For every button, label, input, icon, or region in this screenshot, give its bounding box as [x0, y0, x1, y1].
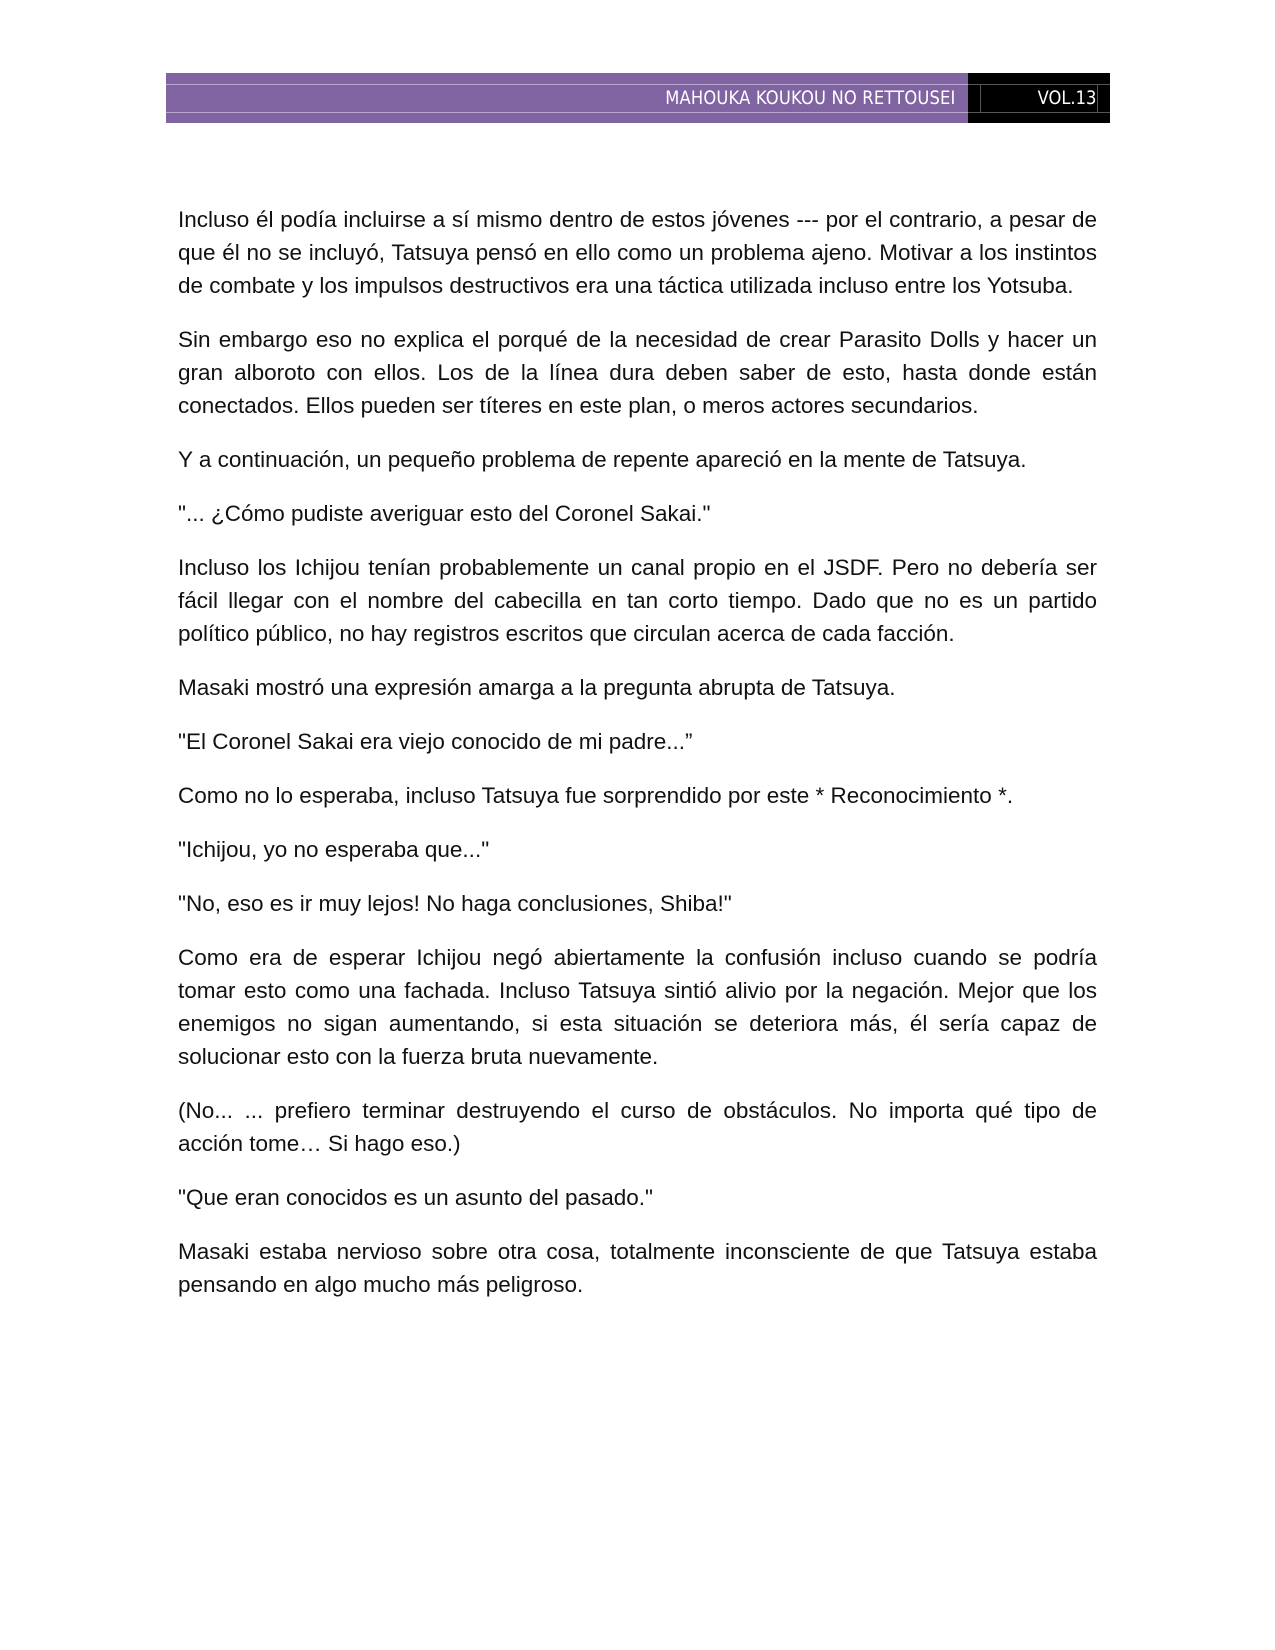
volume-label: VOL.13	[1037, 87, 1096, 109]
volume-rule-bottom	[968, 112, 1110, 113]
volume-rule-right	[1097, 84, 1098, 112]
page-header	[166, 73, 1110, 123]
paragraph: "Que eran conocidos es un asunto del pasado."	[178, 1185, 654, 1210]
header-title-band	[166, 73, 968, 123]
paragraph: Como era de esperar Ichijou negó abiertamente la confusión incluso cuando se podría tomar esto como una fachada. Incluso Tatsuya sintió alivio por la negación. Mejor que los enemigos no sigan aumentando, si esta situación se deteriora más, él sería capaz de solucionar esto con la fuerza bruta nuevamente.	[178, 945, 1097, 1069]
header-volume-box	[968, 73, 1110, 123]
paragraph: Masaki mostró una expresión amarga a la pregunta abrupta de Tatsuya.	[178, 675, 896, 700]
book-title: MAHOUKA KOUKOU NO RETTOUSEI	[665, 87, 956, 109]
paragraph: Y a continuación, un pequeño problema de repente apareció en la mente de Tatsuya.	[178, 447, 1027, 472]
paragraph: Como no lo esperaba, incluso Tatsuya fue sorprendido por este * Reconocimiento *.	[178, 783, 1014, 808]
volume-rule-left	[980, 84, 981, 112]
paragraph: Incluso él podía incluirse a sí mismo dentro de estos jóvenes --- por el contrario, a pesar de que él no se incluyó, Tatsuya pensó en ello como un problema ajeno. Motivar a los instintos de combate y los impulsos destructivos era una táctica utilizada incluso entre los Yotsuba.	[178, 207, 1097, 298]
paragraph: Masaki estaba nervioso sobre otra cosa, totalmente inconsciente de que Tatsuya estaba pensando en algo mucho más peligroso.	[178, 1239, 1097, 1297]
page-body	[178, 203, 1097, 1322]
paragraph: Incluso los Ichijou tenían probablemente un canal propio en el JSDF. Pero no debería ser fácil llegar con el nombre del cabecilla en tan corto tiempo. Dado que no es un partido político público, no hay registros escritos que circulan acerca de cada facción.	[178, 555, 1097, 646]
paragraph: (No... ... prefiero terminar destruyendo el curso de obstáculos. No importa qué tipo de acción tome… Si hago eso.)	[178, 1098, 1097, 1156]
paragraph: "El Coronel Sakai era viejo conocido de mi padre...”	[178, 729, 693, 754]
header-rule-bottom	[166, 112, 968, 113]
paragraph: Sin embargo eso no explica el porqué de la necesidad de crear Parasito Dolls y hacer un gran alboroto con ellos. Los de la línea dura deben saber de esto, hasta donde están conectados. Ellos pueden ser títeres en este plan, o meros actores secundarios.	[178, 327, 1097, 418]
paragraph: "Ichijou, yo no esperaba que..."	[178, 837, 490, 862]
paragraph: "No, eso es ir muy lejos! No haga conclusiones, Shiba!"	[178, 891, 732, 916]
paragraph: "... ¿Cómo pudiste averiguar esto del Coronel Sakai."	[178, 501, 711, 526]
